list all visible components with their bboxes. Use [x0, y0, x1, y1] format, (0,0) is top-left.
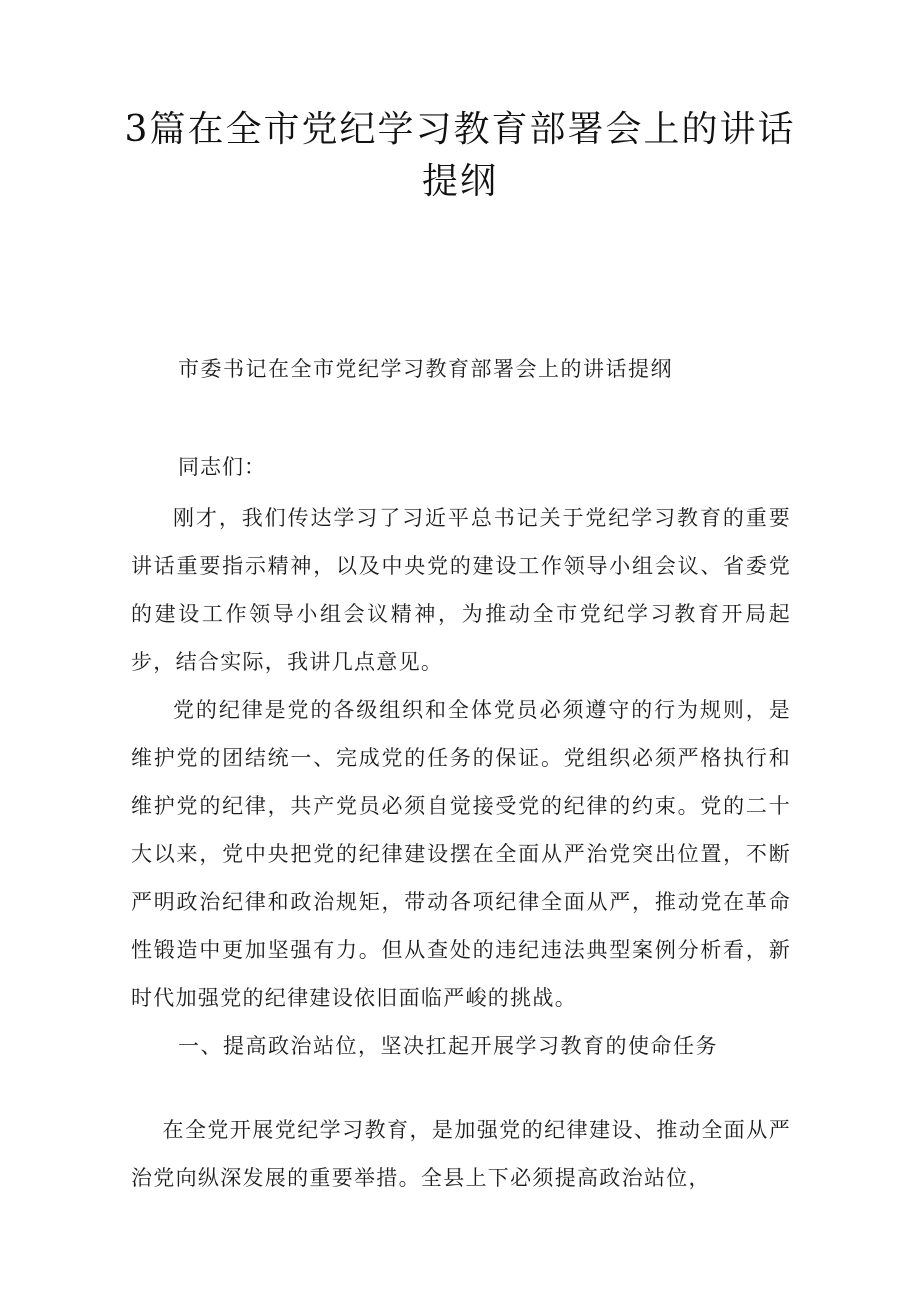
section-paragraph: 在全党开展党纪学习教育，是加强党的纪律建设、推动全面从严治党向纵深发展的重要举措。全县上下必须提高政治站位， — [131, 1118, 791, 1190]
document-subtitle: 市委书记在全市党纪学习教育部署会上的讲话提纲 — [178, 357, 673, 381]
section-heading: 一、提高政治站位，坚决扛起开展学习教育的使命任务 — [178, 1034, 718, 1058]
body-paragraph: 党的纪律是党的各级组织和全体党员必须遵守的行为规则，是维护党的团结统一、完成党的任务的保证。党组织必须严格执行和维护党的纪律，共产党员必须自觉接受党的纪律的约束。党的二十大以来，党中央把党的纪律建设摆在全面从严治党突出位置，不断严明政治纪律和政治规矩，带动各项纪律全面从严，推动党在革命性锻造中更加坚强有力。但从查处的违纪违法典型案例分析看，新时代加强党的纪律建设依旧面临严峻的挑战。 — [131, 698, 791, 1010]
body-paragraph: 刚才，我们传达学习了习近平总书记关于党纪学习教育的重要讲话重要指示精神，以及中央党的建设工作领导小组会议、省委党的建设工作领导小组会议精神，为推动全市党纪学习教育开局起步，结合实际，我讲几点意见。 — [131, 506, 791, 674]
greeting: 同志们： — [178, 455, 266, 479]
document-title: 3篇在全市党纪学习教育部署会上的讲话提纲 — [124, 109, 796, 202]
